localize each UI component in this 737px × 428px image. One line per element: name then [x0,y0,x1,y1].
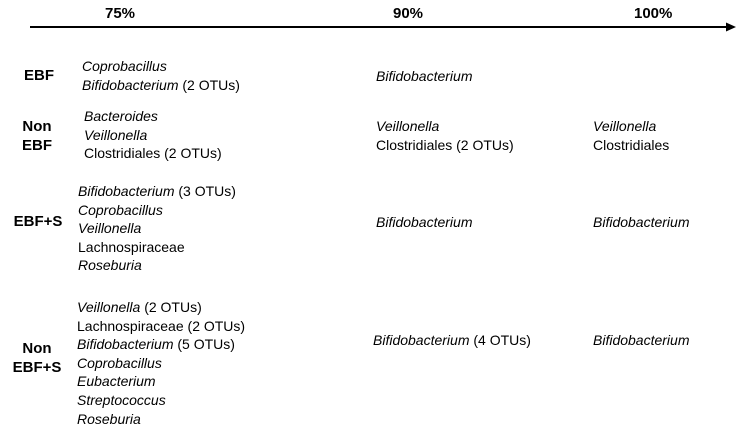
taxon-entry [78,201,236,220]
taxon-entry [77,317,245,336]
taxon-name: Lachnospiraceae [78,238,185,255]
otu-count: (2 OTUs) [452,136,514,153]
taxon-entry [593,213,690,232]
otu-count: (3 OTUs) [174,183,236,199]
otu-count: (4 OTUs) [469,332,531,348]
taxon-name: Veillonella [78,220,142,237]
taxon-entry [376,67,473,86]
taxa-cell [82,57,240,94]
taxon-name: Eubacterium [77,373,156,390]
otu-count: (2 OTUs) [160,145,222,162]
taxon-name: Roseburia [77,410,141,427]
taxon-entry [376,136,514,155]
taxa-cell [593,213,690,232]
taxon-name: Bifidobacterium [82,76,179,93]
taxa-cell [376,67,473,86]
taxon-name: Veillonella [376,118,440,134]
taxon-name: Clostridiales [84,145,161,162]
taxon-name: Veillonella [84,126,148,143]
taxon-name: Bacteroides [84,108,158,124]
taxon-name: Bifidobacterium [376,68,473,84]
taxon-entry [84,107,222,126]
taxa-cell [77,298,245,428]
taxon-name: Bifidobacterium [77,336,174,353]
taxon-entry [82,57,240,76]
taxa-cell [78,182,236,275]
taxon-name: Veillonella [593,118,657,134]
taxon-entry [78,238,236,257]
taxon-entry [593,136,669,155]
taxon-name: Coprobacillus [78,201,163,218]
taxon-entry [77,391,245,410]
taxon-entry [82,76,240,95]
taxon-name: Roseburia [78,257,142,274]
taxon-name: Streptococcus [77,391,166,408]
taxon-entry [77,410,245,428]
group-label-line: Non [22,118,52,135]
taxon-entry [593,331,690,350]
threshold-label-100: 100% [634,5,673,22]
group-label [13,339,62,377]
taxon-entry [376,213,473,232]
taxa-cell [376,213,473,232]
taxon-name: Clostridiales [593,136,670,153]
group-label-line: EBF [24,67,54,84]
taxon-entry [77,372,245,391]
taxon-name: Veillonella [77,299,141,315]
taxon-entry [77,354,245,373]
group-label [14,212,63,231]
taxa-cell [373,331,531,350]
taxa-cell [376,117,514,154]
taxon-name: Bifidobacterium [373,332,470,348]
taxon-name: Lachnospiraceae [77,317,184,334]
taxon-name: Coprobacillus [82,58,167,74]
otu-count: (2 OTUs) [178,76,240,93]
group-label [24,66,54,85]
taxon-entry [77,335,245,354]
taxon-entry [373,331,531,350]
taxon-entry [78,182,236,201]
taxon-entry [84,126,222,145]
taxa-cell [593,117,669,154]
taxon-entry [593,117,669,136]
taxon-name: Clostridiales [376,136,453,153]
taxon-name: Bifidobacterium [593,214,690,230]
taxon-entry [78,256,236,275]
taxa-cell [593,331,690,350]
otu-count: (2 OTUs) [140,299,202,315]
taxa-cell [84,107,222,163]
axis-arrowhead [726,23,736,32]
taxon-name: Bifidobacterium [376,214,473,230]
taxon-entry [77,298,245,317]
taxon-entry [376,117,514,136]
taxon-entry [78,219,236,238]
taxon-name: Coprobacillus [77,354,162,371]
otu-count: (5 OTUs) [173,336,235,353]
group-label-line: Non [22,340,52,357]
taxon-name: Bifidobacterium [78,183,175,199]
group-label-line: EBF+S [13,213,63,230]
group-label-line: EBF [22,137,52,154]
taxon-name: Bifidobacterium [593,332,690,348]
otu-count: (2 OTUs) [183,317,246,334]
group-label-line: EBF+S [12,359,62,376]
threshold-label-90: 90% [393,5,424,22]
threshold-label-75: 75% [105,5,136,22]
group-label [22,117,52,155]
taxon-entry [84,144,222,163]
